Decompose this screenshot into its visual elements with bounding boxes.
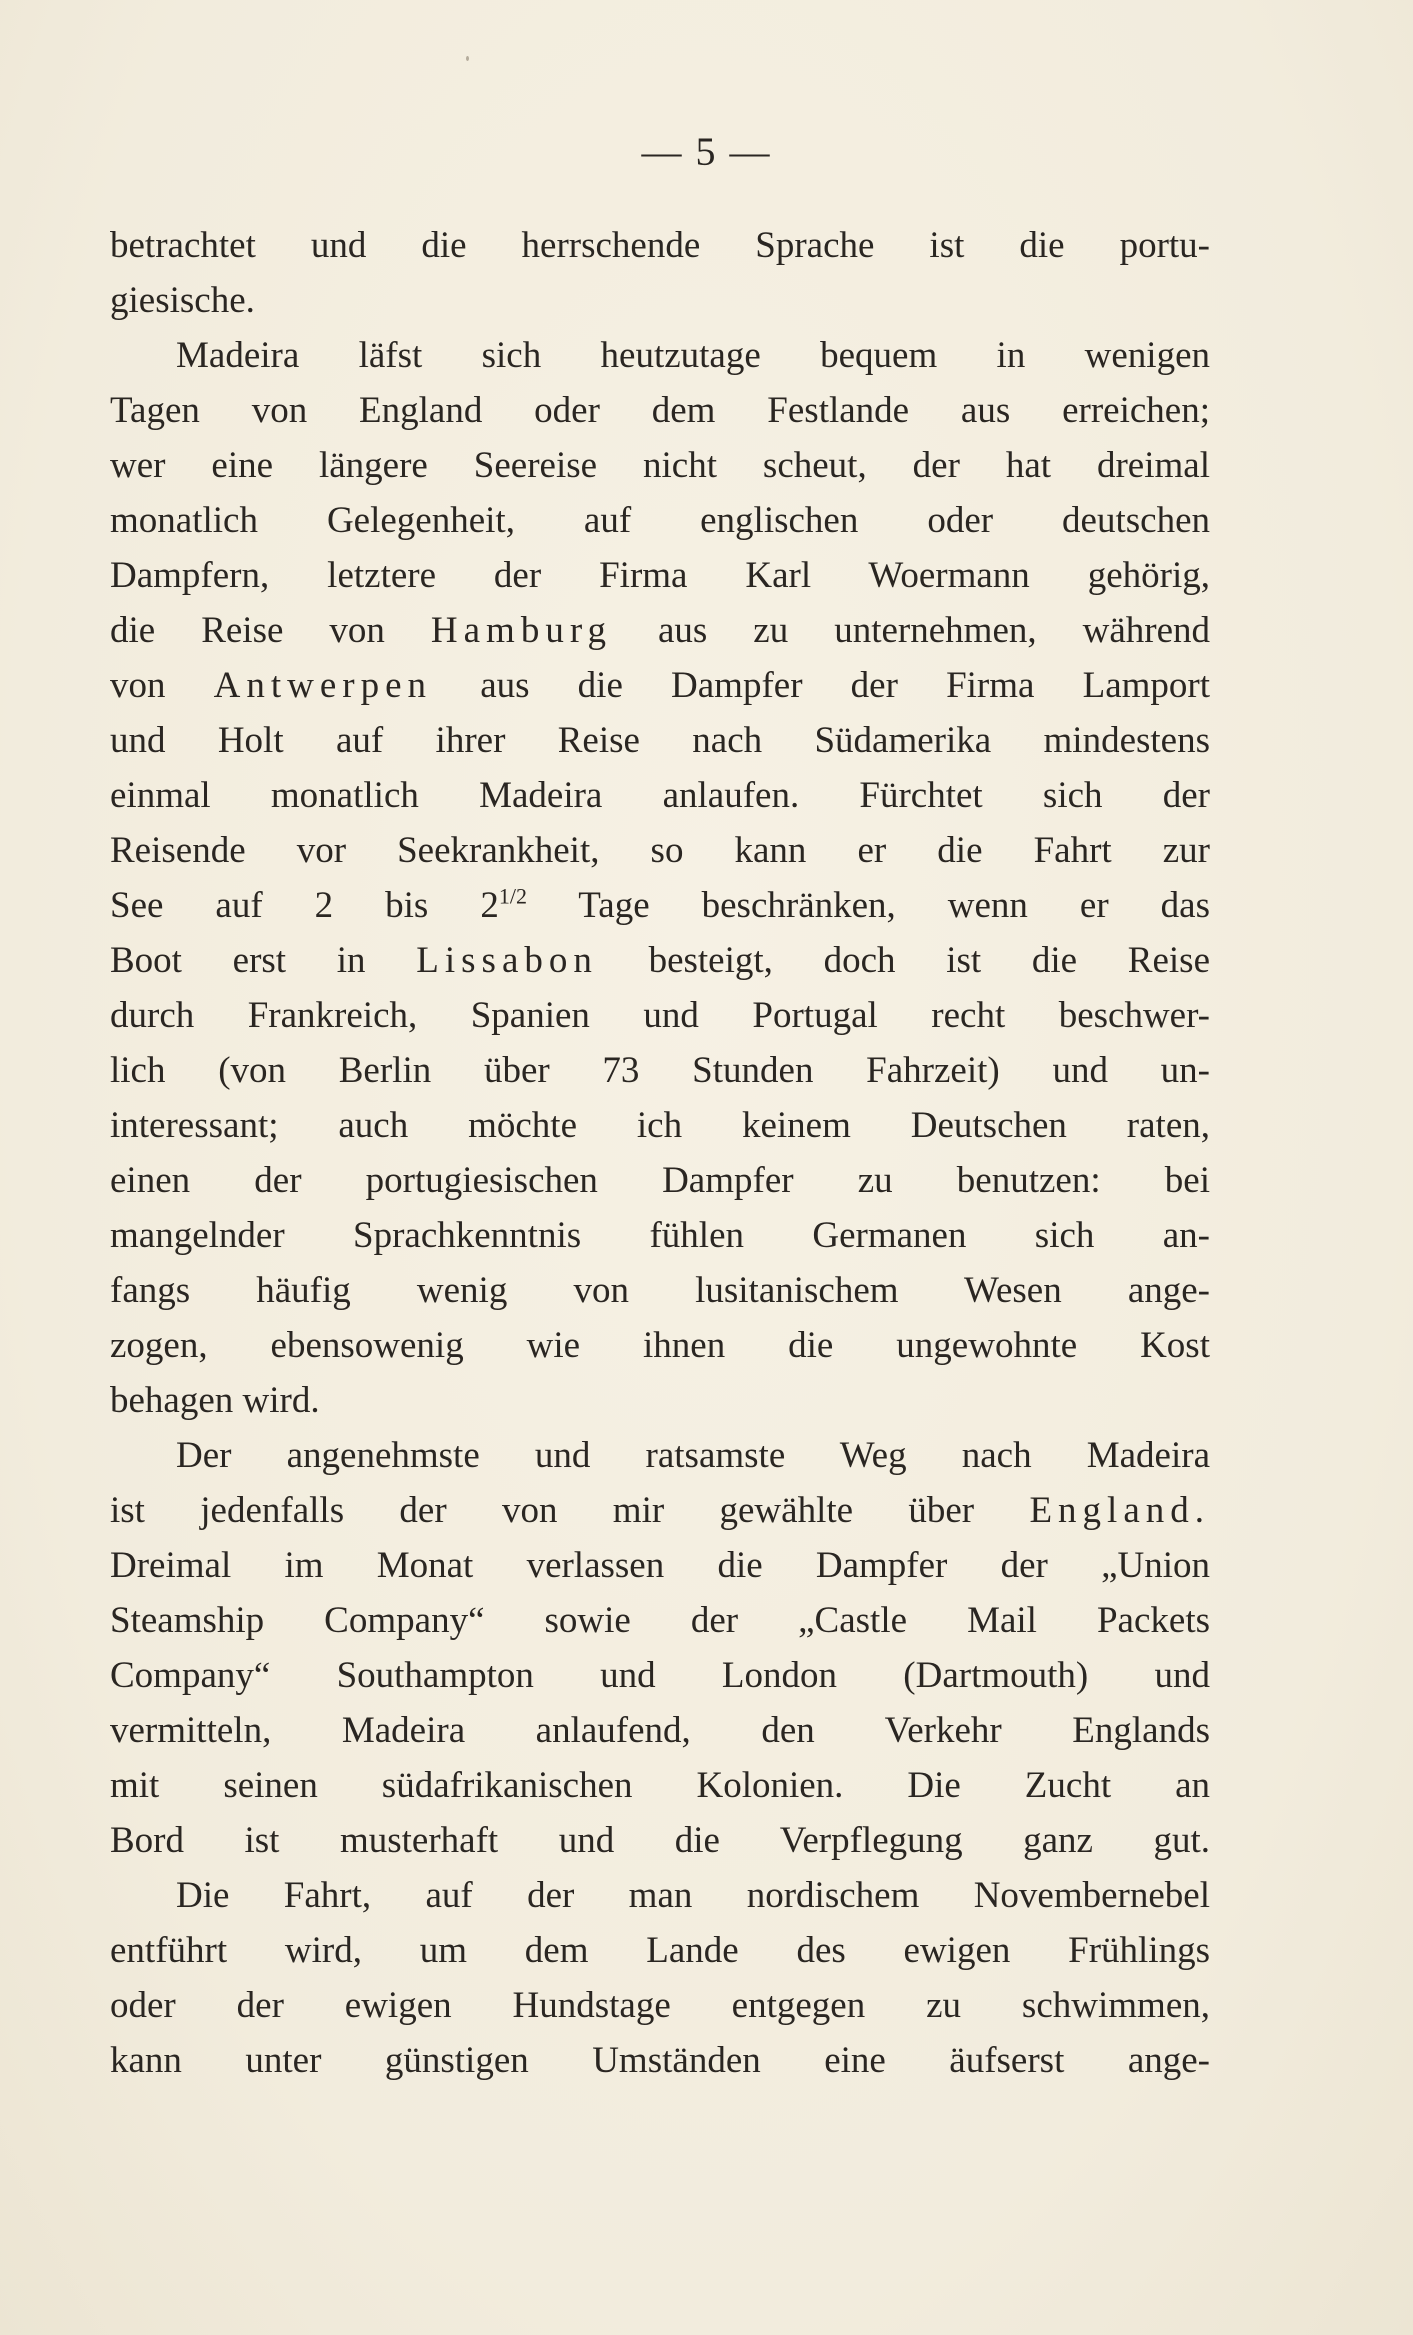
emphasized-place-name: Hamburg <box>430 610 612 651</box>
text-segment: Tage beschränken, wenn er das <box>578 885 1210 926</box>
text-line <box>110 1483 1210 1538</box>
text-line: Reisende vor Seekrankheit, so kann er die Fahrt zur <box>110 830 1210 871</box>
text-line: Bord ist musterhaft und die Verpflegung ganz gut. <box>110 1820 1210 1861</box>
text-segment: Boot erst in <box>110 940 366 981</box>
page-number: — 5 — <box>641 129 772 174</box>
text-line: Madeira läfst sich heutzutage bequem in wenigen <box>176 335 1210 376</box>
text-line: Der angenehmste und ratsamste Weg nach Madeira <box>176 1435 1210 1476</box>
text-line: kann unter günstigen Umständen eine äufserst ange- <box>110 2040 1210 2081</box>
text-line: Company“ Southampton und London (Dartmouth) und <box>110 1655 1210 1696</box>
emphasized-place-name: Lissabon <box>416 940 598 981</box>
text-line: Steamship Company“ sowie der „Castle Mail Packets <box>110 1600 1210 1641</box>
text-segment: See auf 2 bis 2 <box>110 885 499 926</box>
text-line: Tagen von England oder dem Festlande aus erreichen; <box>110 390 1210 431</box>
text-line: behagen wird. <box>110 1380 320 1421</box>
text-line: und Holt auf ihrer Reise nach Südamerika mindestens <box>110 720 1210 761</box>
text-line: einen der portugiesischen Dampfer zu benutzen: bei <box>110 1160 1210 1201</box>
text-line <box>110 658 1210 713</box>
text-line <box>110 878 1210 933</box>
emphasized-place-name: Antwerpen <box>213 665 433 706</box>
text-line: einmal monatlich Madeira anlaufen. Fürchtet sich der <box>110 775 1210 816</box>
text-line: fangs häufig wenig von lusitanischem Wesen ange- <box>110 1270 1210 1311</box>
text-line: zogen, ebensowenig wie ihnen die ungewohnte Kost <box>110 1325 1210 1366</box>
text-segment: die Reise von <box>110 610 385 651</box>
text-line: Die Fahrt, auf der man nordischem Novembernebel <box>176 1875 1210 1916</box>
text-line <box>110 603 1210 658</box>
text-line: wer eine längere Seereise nicht scheut, der hat dreimal <box>110 445 1210 486</box>
text-line: Dampfern, letztere der Firma Karl Woermann gehörig, <box>110 555 1210 596</box>
text-line: mangelnder Sprachkenntnis fühlen Germanen sich an- <box>110 1215 1210 1256</box>
text-segment: besteigt, doch ist die Reise <box>648 940 1210 981</box>
text-line: entführt wird, um dem Lande des ewigen Frühlings <box>110 1930 1210 1971</box>
text-segment: aus die Dampfer der Firma Lamport <box>480 665 1211 706</box>
text-segment: ist jedenfalls der von mir gewählte über <box>110 1490 975 1531</box>
text-line: mit seinen südafrikanischen Kolonien. Die Zucht an <box>110 1765 1210 1806</box>
text-line <box>110 933 1210 988</box>
body-text <box>110 218 1210 2088</box>
text-line: vermitteln, Madeira anlaufend, den Verkehr Englands <box>110 1710 1210 1751</box>
text-segment: aus zu unternehmen, während <box>657 610 1211 651</box>
text-segment: von <box>110 665 166 706</box>
text-line: durch Frankreich, Spanien und Portugal recht beschwer- <box>110 995 1210 1036</box>
fraction-superscript: 1/2 <box>498 883 527 909</box>
text-line: interessant; auch möchte ich keinem Deutschen raten, <box>110 1105 1210 1146</box>
text-line: oder der ewigen Hundstage entgegen zu schwimmen, <box>110 1985 1210 2026</box>
text-line: monatlich Gelegenheit, auf englischen oder deutschen <box>110 500 1210 541</box>
text-line: lich (von Berlin über 73 Stunden Fahrzeit) und un- <box>110 1050 1210 1091</box>
text-line: Dreimal im Monat verlassen die Dampfer der „Union <box>110 1545 1210 1586</box>
emphasized-place-name: England. <box>1029 1490 1211 1531</box>
paper-speck <box>466 56 469 61</box>
text-line: giesische. <box>110 280 255 321</box>
text-line: betrachtet und die herrschende Sprache ist die portu- <box>110 225 1210 266</box>
